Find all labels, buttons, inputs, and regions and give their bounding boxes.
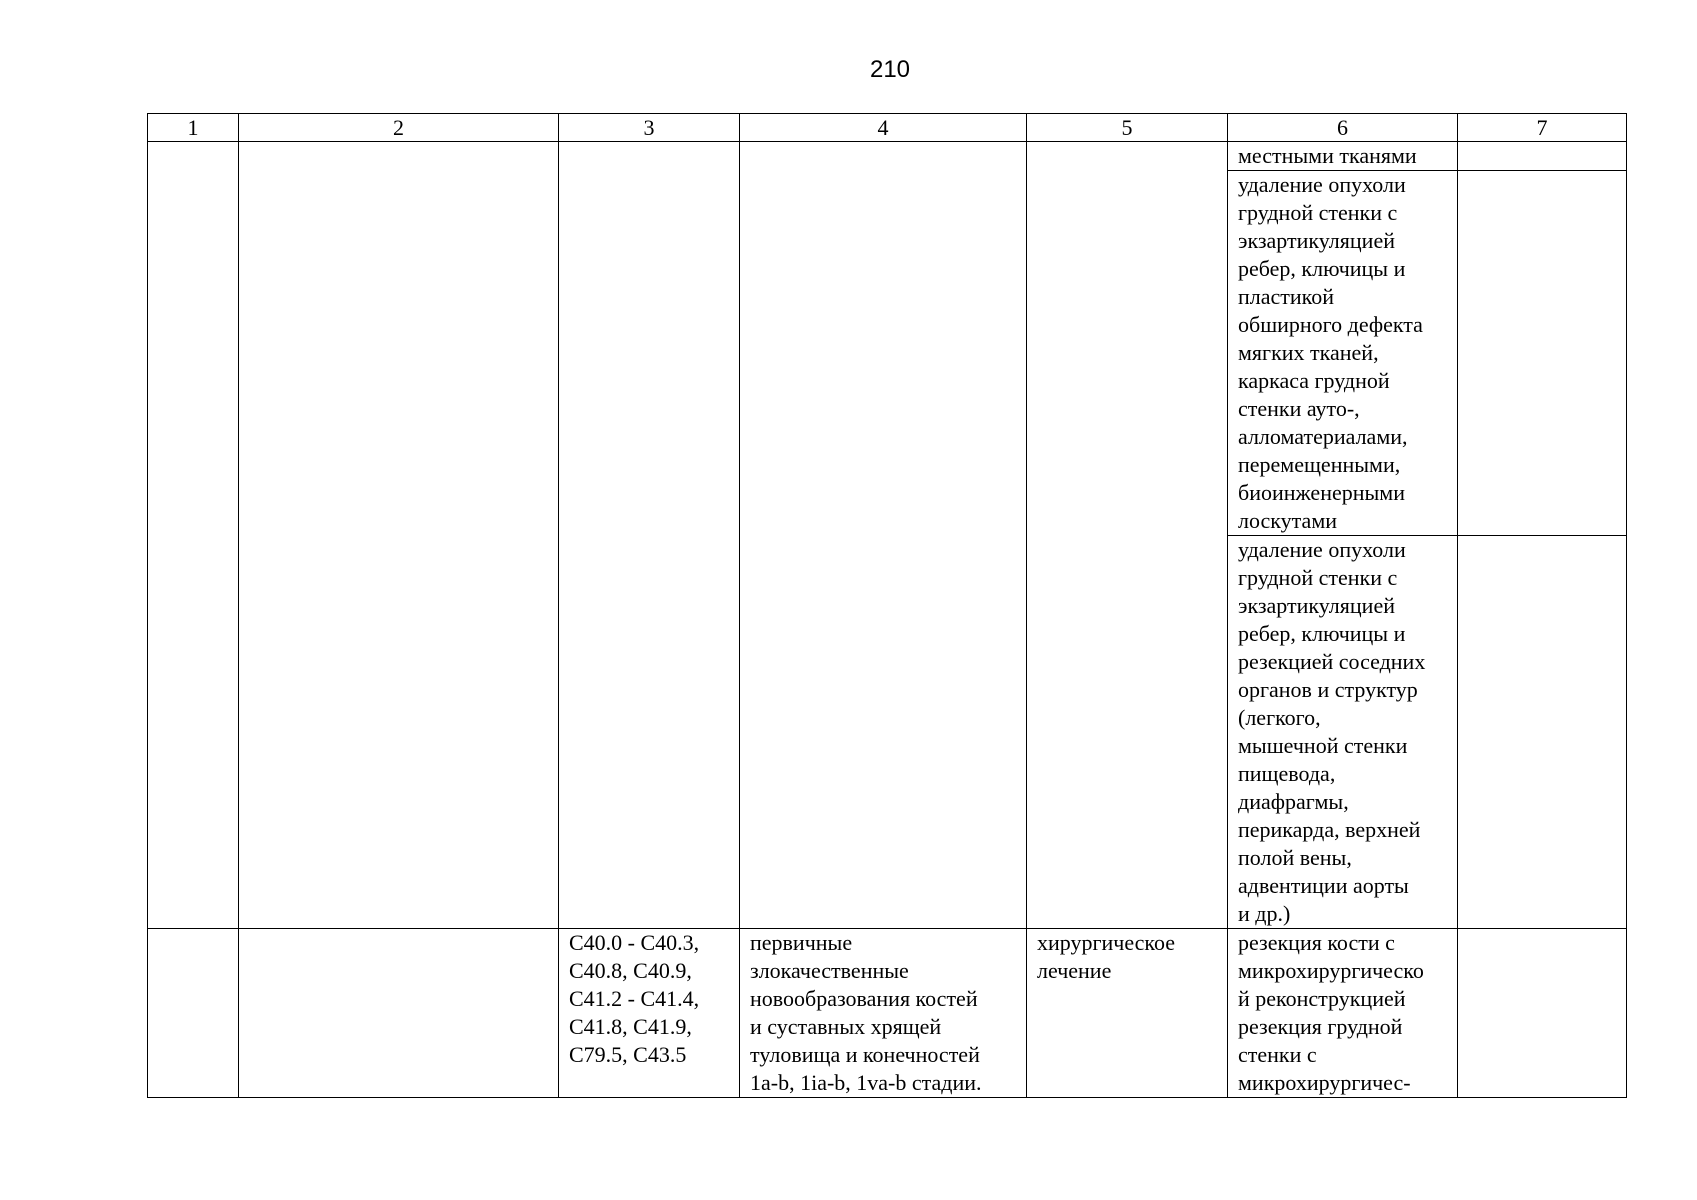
cell-text-line: злокачественные: [750, 958, 909, 983]
cell-text-line: биоинженерными: [1238, 480, 1405, 505]
cell-text-line: органов и структур: [1238, 677, 1418, 702]
cell-text-line: ребер, ключицы и: [1238, 256, 1406, 281]
cell-text-line: C41.8, C41.9,: [569, 1014, 692, 1039]
table-row: [148, 142, 1627, 171]
cell-col2: [239, 929, 559, 1098]
cell-text-line: удаление опухоли: [1238, 537, 1406, 562]
header-cell-5: 5: [1027, 114, 1228, 142]
cell-text-line: адвентиции аорты: [1238, 873, 1409, 898]
cell-text-line: резекция кости с: [1238, 930, 1395, 955]
cell-diagnosis: [740, 929, 1027, 1098]
cell-icd-codes: [559, 929, 740, 1098]
cell-col3: [559, 142, 740, 929]
cell-text-line: C79.5, C43.5: [569, 1042, 687, 1067]
cell-text-line: мышечной стенки: [1238, 733, 1408, 758]
header-cell-3: 3: [559, 114, 740, 142]
cell-text-line: C40.0 - C40.3,: [569, 930, 700, 955]
cell-text-line: и суставных хрящей: [750, 1014, 942, 1039]
table-header-row: [148, 114, 1627, 142]
cell-text-line: перемещенными,: [1238, 452, 1401, 477]
cell-text-line: мягких тканей,: [1238, 340, 1379, 365]
header-cell-2: 2: [239, 114, 559, 142]
header-cell-7: 7: [1458, 114, 1627, 142]
cell-treatment-type: [1027, 929, 1228, 1098]
cell-text-line: грудной стенки с: [1238, 565, 1398, 590]
procedures-table: [147, 113, 1627, 1098]
cell-method: [1228, 171, 1458, 536]
cell-text-line: удаление опухоли: [1238, 172, 1406, 197]
header-cell-4: 4: [740, 114, 1027, 142]
header-cell-6: 6: [1228, 114, 1458, 142]
cell-text-line: алломатериалами,: [1238, 424, 1408, 449]
cell-text-line: экзартикуляцией: [1238, 228, 1395, 253]
page-number: 210: [869, 56, 911, 83]
cell-col7: [1458, 929, 1627, 1098]
cell-text-line: туловища и конечностей: [750, 1042, 980, 1067]
cell-text-line: микрохирургическо: [1238, 958, 1424, 983]
cell-text-line: C40.8, C40.9,: [569, 958, 692, 983]
cell-col2: [239, 142, 559, 929]
header-cell-1: 1: [148, 114, 239, 142]
cell-text-line: местными тканями: [1238, 143, 1417, 168]
cell-col7: [1458, 171, 1627, 536]
cell-text-line: экзартикуляцией: [1238, 593, 1395, 618]
cell-text-line: новообразования костей: [750, 986, 978, 1011]
cell-text-line: диафрагмы,: [1238, 789, 1349, 814]
cell-text-line: й реконструкцией: [1238, 986, 1406, 1011]
cell-text-line: микрохирургичес-: [1238, 1070, 1411, 1095]
cell-text-line: C41.2 - C41.4,: [569, 986, 700, 1011]
cell-text-line: (легкого,: [1238, 705, 1321, 730]
cell-text-line: каркаса грудной: [1238, 368, 1390, 393]
cell-text-line: полой вены,: [1238, 845, 1352, 870]
cell-method: [1228, 536, 1458, 929]
cell-col4: [740, 142, 1027, 929]
cell-method: [1228, 142, 1458, 171]
cell-text-line: лечение: [1037, 958, 1112, 983]
cell-text-line: лоскутами: [1238, 508, 1338, 533]
cell-text-line: 1a-b, 1ia-b, 1va-b стадии.: [750, 1070, 982, 1095]
cell-text-line: обширного дефекта: [1238, 312, 1423, 337]
cell-text-line: резекцией соседних: [1238, 649, 1426, 674]
table-row: [148, 929, 1627, 1098]
cell-col1: [148, 142, 239, 929]
cell-text-line: резекция грудной: [1238, 1014, 1403, 1039]
cell-col5: [1027, 142, 1228, 929]
cell-method: [1228, 929, 1458, 1098]
cell-col7: [1458, 536, 1627, 929]
cell-col1: [148, 929, 239, 1098]
cell-col7: [1458, 142, 1627, 171]
cell-text-line: пластикой: [1238, 284, 1335, 309]
cell-text-line: первичные: [750, 930, 853, 955]
cell-text-line: стенки ауто-,: [1238, 396, 1360, 421]
cell-text-line: ребер, ключицы и: [1238, 621, 1406, 646]
cell-text-line: хирургическое: [1037, 930, 1176, 955]
cell-text-line: пищевода,: [1238, 761, 1336, 786]
cell-text-line: и др.): [1238, 901, 1291, 926]
cell-text-line: перикарда, верхней: [1238, 817, 1421, 842]
cell-text-line: стенки с: [1238, 1042, 1317, 1067]
cell-text-line: грудной стенки с: [1238, 200, 1398, 225]
